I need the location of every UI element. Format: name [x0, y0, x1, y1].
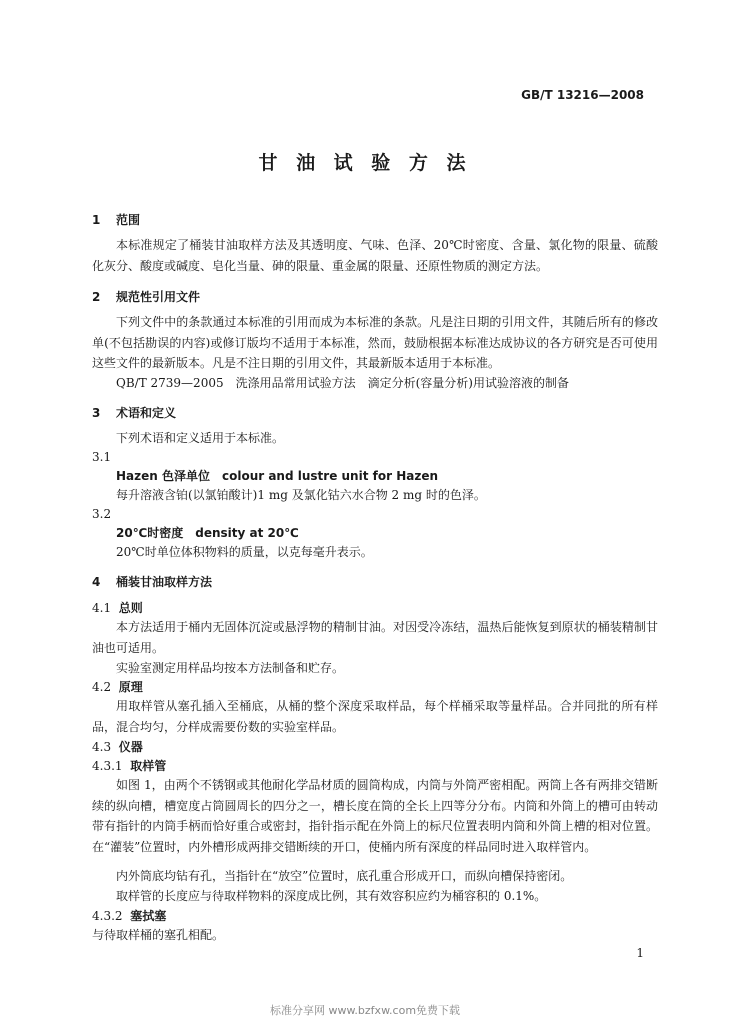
term-2-number: 3.2 — [92, 507, 112, 521]
clause-number: 4.2 — [92, 680, 112, 694]
term-2-definition: 20℃时单位体积物料的质量，以克每毫升表示。 — [116, 545, 373, 559]
clause-title: 塞拭塞 — [130, 909, 167, 923]
term-2-name: 20℃时密度 density at 20℃ — [116, 526, 299, 540]
section-title: 桶装甘油取样方法 — [116, 575, 213, 589]
footer-watermark: 标准分享网 www.bzfxw.com免费下载 — [269, 1004, 461, 1017]
clause-4-3-heading — [92, 737, 143, 758]
clause-4-3-1-body-3: 取样管的长度应与待取样物料的深度成比例，其有效容积应约为桶容积的 0.1%。 — [116, 889, 547, 903]
page-title: 甘 油 试 验 方 法 — [258, 152, 472, 174]
section-2-heading — [92, 288, 200, 305]
section-1-body: 本标准规定了桶装甘油取样方法及其透明度、气味、色泽、20℃时密度、含量、氯化物的限量、硫酸化灰分、酸度或碱度、皂化当量、砷的限量、重金属的限量、还原性物质的测定方法。 — [92, 238, 658, 273]
clause-title: 仪器 — [118, 740, 143, 754]
clause-number: 4.3.1 — [92, 759, 123, 773]
section-title: 范围 — [116, 213, 141, 227]
clause-title: 总则 — [118, 601, 143, 615]
term-1-definition: 每升溶液含铂(以氯铂酸计)1 mg 及氯化钴六水合物 2 mg 时的色泽。 — [116, 488, 486, 502]
clause-number: 4.3.2 — [92, 909, 123, 923]
clause-4-3-2-heading — [92, 906, 166, 927]
term-1-number: 3.1 — [92, 450, 112, 464]
clause-4-1-heading — [92, 598, 143, 619]
clause-4-3-2-body: 与待取样桶的塞孔相配。 — [92, 928, 225, 942]
section-number: 1 — [92, 213, 101, 227]
clause-4-1-body-1: 本方法适用于桶内无固体沉淀或悬浮物的精制甘油。对因受冷冻结，温热后能恢复到原状的桶装精制甘油也可适用。 — [92, 620, 658, 655]
section-number: 2 — [92, 290, 101, 304]
clause-title: 原理 — [118, 680, 143, 694]
clause-4-3-1-body-2: 内外筒底均钻有孔，当指针在“放空”位置时，底孔重合形成开口，而纵向槽保持密闭。 — [116, 869, 573, 883]
term-1-name: Hazen 色泽单位 colour and lustre unit for Hazen — [116, 469, 438, 483]
clause-number: 4.3 — [92, 740, 112, 754]
section-title: 术语和定义 — [116, 406, 177, 420]
section-2-body: 下列文件中的条款通过本标准的引用而成为本标准的条款。凡是注日期的引用文件，其随后所有的修改单(不包括勘误的内容)或修订版均不适用于本标准，然而，鼓励根据本标准达成协议的各方研究是否可使用这些文件的最新版本。凡是不注日期的引用文件，其最新版本适用于本标准。 — [92, 315, 658, 370]
section-3-heading — [92, 404, 176, 421]
standard-number: GB/T 13216—2008 — [521, 88, 644, 102]
clause-4-1-body-2: 实验室测定用样品均按本方法制备和贮存。 — [116, 661, 345, 675]
section-4-heading — [92, 573, 212, 590]
clause-title: 取样管 — [130, 759, 167, 773]
clause-4-3-1-body-1: 如图 1，由两个不锈钢或其他耐化学品材质的圆筒构成，内筒与外筒严密相配。两筒上各有两排交错断续的纵向槽，槽宽度占筒圆周长的四分之一，槽长度在筒的全长上四等分分布。内筒和外筒上的槽可由转动带有指针的内筒手柄而恰好重合或密封，指针指示配在外筒上的标尺位置表明内筒和外筒上槽的相对位置。在“灌装”位置时，内外槽形成两排交错断续的开口，使桶内所有深度的样品同时进入取样管内。 — [92, 778, 658, 854]
clause-number: 4.1 — [92, 601, 112, 615]
page-number: 1 — [636, 946, 644, 960]
section-1-heading — [92, 211, 140, 228]
section-title: 规范性引用文件 — [116, 290, 201, 304]
normative-reference: QB/T 2739—2005 洗涤用品常用试验方法 滴定分析(容量分析)用试验溶液的制备 — [116, 376, 569, 390]
clause-4-2-body: 用取样管从塞孔插入至桶底，从桶的整个深度采取样品，每个样桶采取等量样品。合并同批的所有样品，混合均匀，分样成需要份数的实验室样品。 — [92, 699, 658, 734]
clause-4-3-1-heading — [92, 756, 166, 777]
section-number: 4 — [92, 575, 101, 589]
section-3-intro: 下列术语和定义适用于本标准。 — [116, 431, 285, 445]
section-number: 3 — [92, 406, 101, 420]
clause-4-2-heading — [92, 677, 143, 698]
